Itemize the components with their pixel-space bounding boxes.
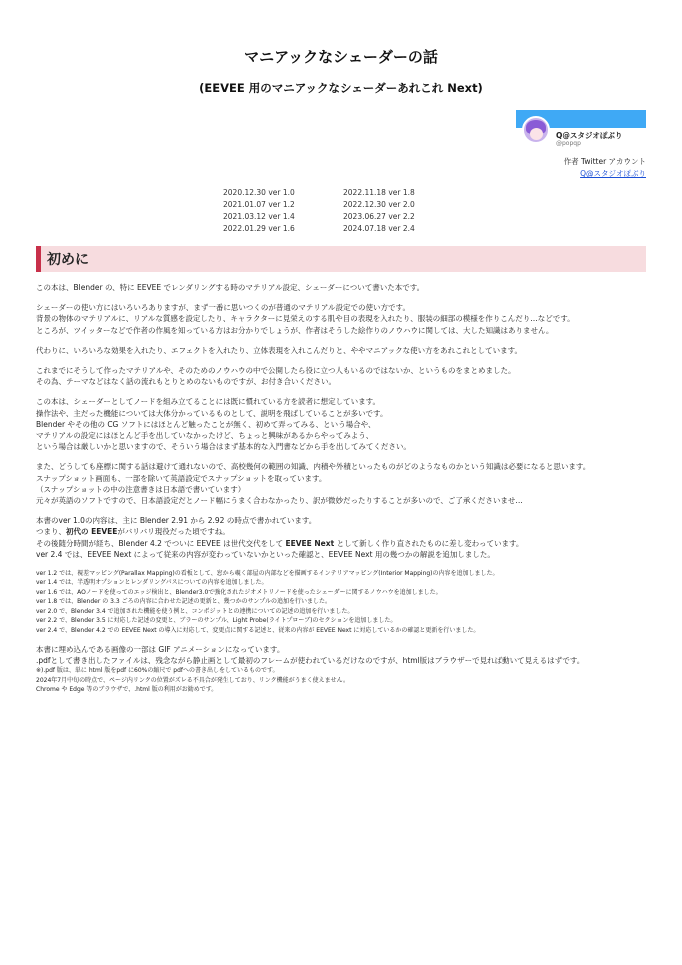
section-body	[36, 282, 648, 704]
version-entry: 2021.03.12 ver 1.4	[223, 212, 295, 221]
paragraph: この本は、シェーダーとしてノードを組み立てることには既に慣れている方を読者に想定しています。 操作法や、主だった機能については大体分かっているものとして、説明を飛ばしていることが多いです。 Blender やその他の CG ソフトにはほとんど触ったことが無く、初めて弄ってみる、という場合や、 マテリアルの設定にはほとんど手を出していなかったけど、ちょっと興味があるからやってみよう、 という場合は厳しいかと思いますので、そういう場合はまず基本的な入門書などから手を出してみてください。	[36, 397, 411, 452]
bold-text: 初代の EEVEE	[66, 527, 118, 537]
version-entry: 2020.12.30 ver 1.0	[223, 188, 295, 197]
paragraph: この本は、Blender の、特に EEVEE でレンダリングする時のマテリアル設定、シェーダーについて書いた本です。	[36, 283, 425, 292]
twitter-profile-card[interactable]	[516, 110, 646, 152]
section-heading-bar	[36, 246, 646, 272]
avatar	[522, 116, 550, 144]
profile-name: Q@スタジオぽぶり	[556, 131, 623, 140]
author-account-label: 作者 Twitter アカウント	[563, 157, 646, 166]
version-entry: 2022.12.30 ver 2.0	[343, 200, 415, 209]
text-line: 本書のver 1.0の内容は、主に Blender 2.91 から 2.92 の時点で書かれています。	[36, 516, 317, 526]
paragraph: 代わりに、いろいろな効果を入れたり、エフェクトを入れたり、立体表現を入れこんだりと、ややマニアックな使い方をあれこれとしています。	[36, 345, 522, 355]
version-entry: 2022.11.18 ver 1.8	[343, 188, 415, 197]
text-line: その後随分時間が経ち、Blender 4.2 でついに EEVEE は世代交代をして	[36, 538, 286, 548]
version-history	[223, 187, 463, 234]
avatar-face-shape	[530, 128, 543, 140]
section-heading: 初めに	[47, 252, 89, 268]
paragraph: また、どうしても座標に関する話は避けて通れないので、高校幾何の範囲の知識、内積や外積といったものがどのようなものかという知識は必要になると思います。 スナップショット画面も、一部を除いて英語設定でスナップショットを取っています。 （スナップショットの中の注意書きは日本語で書いています） 元々が英語のソフトですので、日本語設定だとノード幅にうまく合わなかったり、訳が微妙だったりすることが多いので、ご了承くださいませ…	[36, 462, 591, 506]
author-account-link[interactable]: Q@スタジオぽぶり	[580, 169, 646, 178]
page-title: マニアックなシェーダーの話	[244, 48, 438, 66]
changelog: ver 1.2 では、視差マッピング(Parallax Mapping)の看板として、窓から覗く部屋の内部などを描画するインテリアマッピング(Interior Mapping)の内容を追加しました。 ver 1.4 では、半透明オプションとレンダリングパスについての内容を追加しました。 ver 1.6 では、AOノードを使ってのエッジ検出と、Blender3.0で強化されたジオメトリノードを使ったシェーダーに関するノウハウを追加しました。 ver 1.8 では、Blender の 3.3 ごろの内容に合わせた記述の更新と、幾つかのサンプルの追加を行いました。 ver 2.0 で、Blender 3.4 で追加された機能を使う例と、コンポジットとの連携についての記述の追加を行いました。 ver 2.2 で、Blender 3.5 に対応した記述の変更と、ブラーのサンプル、Light Probe(ライトプローブ)のセクションを追加しました。 ver 2.4 で、Blender 4.2 での EEVEE Next の導入に対応して、変更点に関する記述と、従来の内容が EEVEE Next に対応しているかの確認と更新を行いました。	[36, 570, 499, 634]
bold-text: EEVEE Next	[285, 538, 335, 548]
text-line: つまり、	[36, 527, 66, 537]
text-line: がバリバリ現役だった頃ですね。	[117, 527, 230, 537]
version-entry: 2021.01.07 ver 1.2	[223, 200, 295, 209]
page-subtitle: (EEVEE 用のマニアックなシェーダーあれこれ Next)	[199, 81, 483, 95]
text-line: として新しく作り直されたものに差し変わっています。	[334, 538, 524, 548]
notes: ※).pdf 版は、単に html 版をpdf に60%の縮尺で pdfへの書き出しをしているものです。 2024年7月中旬の時点で、ページ内リンクの位置がズレる不具合が発生しており、リンク機能がうまく使えません。 Chrome や Edge 等のブラウザで、.html 版の利用がお勧めです。	[36, 667, 349, 694]
paragraph: シェーダーの使い方にはいろいろありますが、まず一番に思いつくのが普通のマテリアル設定での使い方です。 背景の物体のマテリアルに、リアルな質感を設定したり、キャラクターに見栄えのする肌や目の表現を入れたり、服装の細部の模様を作りこんだり…などです。 ところが、ツイッターなどで作者の作風を知っている方はお分かりでしょうが、作者はそうした絵作りのノウハウに関しては、大した知識はありません。	[36, 303, 575, 335]
version-entry: 2024.07.18 ver 2.4	[343, 224, 415, 233]
paragraph: これまでにそうして作ったマテリアルや、そのためのノウハウの中で公開したら役に立つ人もいるのではないか、というものをまとめました。 その為、テーマなどはなく話の流れもとりとめのないものですが、お付き合いください。	[36, 366, 516, 387]
profile-handle: @popqp	[556, 140, 581, 147]
paragraph-versions-intro	[36, 515, 648, 560]
version-entry: 2023.06.27 ver 2.2	[343, 212, 415, 221]
text-line: ver 2.4 では、EEVEE Next によって従来の内容が変わっていないかといった確認と、EEVEE Next 用の幾つかの解説を追加しました。	[36, 549, 495, 559]
version-entry: 2022.01.29 ver 1.6	[223, 224, 295, 233]
paragraph: 本書に埋め込んである画像の一部は GIF アニメーションになっています。 .pdfとして書き出したファイルは、残念ながら静止画として最初のフレームが使われているだけなのですが、html版はブラウザーで見れば動いて見えるはずです。	[36, 644, 585, 666]
